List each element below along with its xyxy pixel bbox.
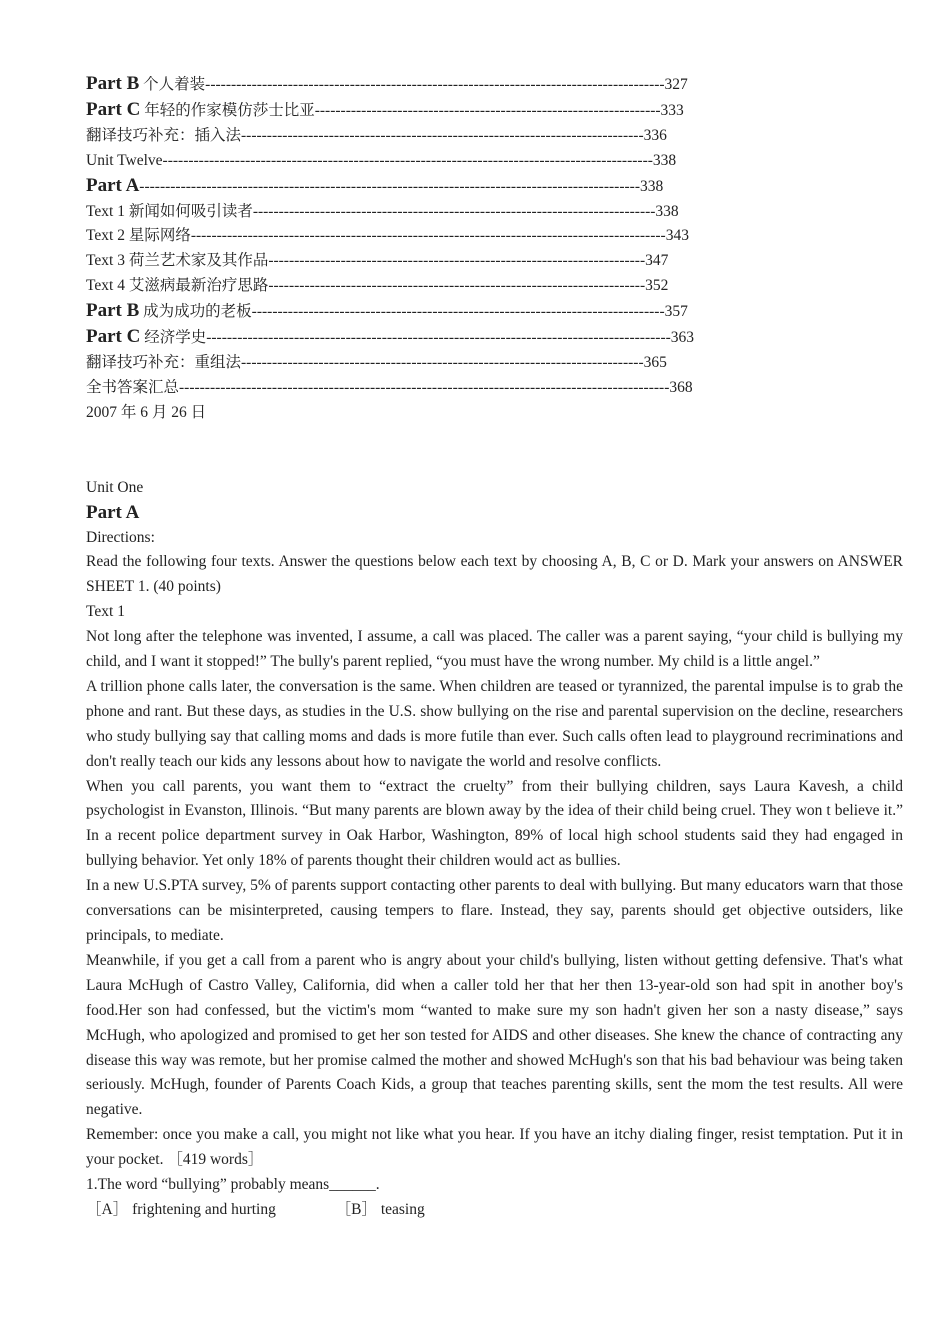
option-a-text: frightening and hurting [132,1200,276,1218]
toc-entry: Part B 成为成功的老板--------------------------------------------------------------------------------357 [86,300,688,322]
option-a-label: ［A］ [86,1200,129,1218]
passage-paragraph: A trillion phone calls later, the conversation is the same. When children are teased or tyrannized, the parental impulse is to grab the phone and rant. But these days, as studies in the U.S. show bullying on the rise and parental supervision on the decline, researchers who study bullying say that calling moms and dads is more futile than ever. Such calls often lead to playground recriminations and don't really teach our kids any lessons about how to navigate the world and resolve conflicts. [86,677,903,770]
passage-paragraph: Not long after the telephone was invented, I assume, a call was placed. The caller was a parent saying, “your child is bullying my child, and I want it stopped!” The bully's parent replied, “you must have the wrong number. My child is a little angel.” [86,628,903,671]
answer-options [86,1198,903,1223]
toc-entry: Part C 经济学史------------------------------------------------------------------------------------------363 [86,326,695,348]
part-title: Part A [86,501,140,523]
toc-entry: Part A-------------------------------------------------------------------------------------------------338 [86,174,664,196]
document-page [86,72,903,1223]
section-gap [86,426,903,476]
passage-paragraph: In a new U.S.PTA survey, 5% of parents support contacting other parents to deal with bullying. But many educators warn that those conversations can be misinterpreted, causing tempers to flare. Instead, they say, parents should get objective outsiders, like principals, to mediate. [86,877,903,944]
passage-paragraph: Meanwhile, if you get a call from a parent who is angry about your child's bullying, listen without getting defensive. That's what Laura McHugh of Castro Valley, California, did when a caller told her that her then 13-year-old son had spit in another boy's food.Her son had confessed, but the victim's mom “wanted to make sure my son hadn't given her son a nasty disease,” says McHugh, who apologized and promised to get her son tested for AIDS and other diseases. She knew the chance of contracting any disease this way was remote, but her promise calmed the mother and showed McHugh's son that his bad behaviour was being taken seriously. McHugh, founder of Parents Coach Kids, a group that teaches parenting skills, sent the mom the test results. All were negative. [86,951,903,1119]
date-line: 2007 年 6 月 26 日 [86,403,207,421]
question-stem: 1.The word “bullying” probably means______. [86,1176,380,1194]
toc-entry: Text 2 星际网络--------------------------------------------------------------------------------------------343 [86,227,689,245]
toc-entry: Text 4 艾滋病最新治疗思路-------------------------------------------------------------------------352 [86,277,669,295]
toc-entry: 翻译技巧补充：插入法------------------------------------------------------------------------------336 [86,126,667,144]
passage-paragraph: Remember: once you make a call, you might not like what you hear. If you have an itchy dialing finger, resist temptation. Put it in your pocket. ［419 words］ [86,1126,903,1169]
directions-label: Directions: [86,528,155,546]
toc-entry: Text 3 荷兰艺术家及其作品-------------------------------------------------------------------------347 [86,252,669,270]
toc-entry: Unit Twelve-----------------------------------------------------------------------------------------------338 [86,151,677,169]
directions-text: Read the following four texts. Answer the questions below each text by choosing A, B, C or D. Mark your answers on ANSWER SHEET 1. (40 points) [86,553,903,596]
toc-entry: Part C 年轻的作家模仿莎士比亚-------------------------------------------------------------------333 [86,98,684,120]
text-label: Text 1 [86,603,125,621]
toc-entry: 全书答案汇总-----------------------------------------------------------------------------------------------368 [86,378,693,396]
unit-title: Unit One [86,478,144,496]
toc-entry: Part B 个人着装-----------------------------------------------------------------------------------------327 [86,73,688,94]
toc-entry: 翻译技巧补充：重组法------------------------------------------------------------------------------365 [86,353,667,371]
option-b-text: teasing [380,1200,425,1218]
table-of-contents [86,72,903,401]
option-b-label: ［B］ [335,1200,377,1218]
passage-paragraph: When you call parents, you want them to “extract the cruelty” from their bullying children, says Laura Kavesh, a child psychologist in Evanston, Illinois. “But many parents are blown away by the idea of their child being cruel. They won t believe it.” In a recent police department survey in Oak Harbor, Washington, 89% of local high school students said they had engaged in bullying behavior. Yet only 18% of parents thought their children would act as bullies. [86,777,903,870]
toc-entry: Text 1 新闻如何吸引读者------------------------------------------------------------------------------338 [86,202,679,220]
